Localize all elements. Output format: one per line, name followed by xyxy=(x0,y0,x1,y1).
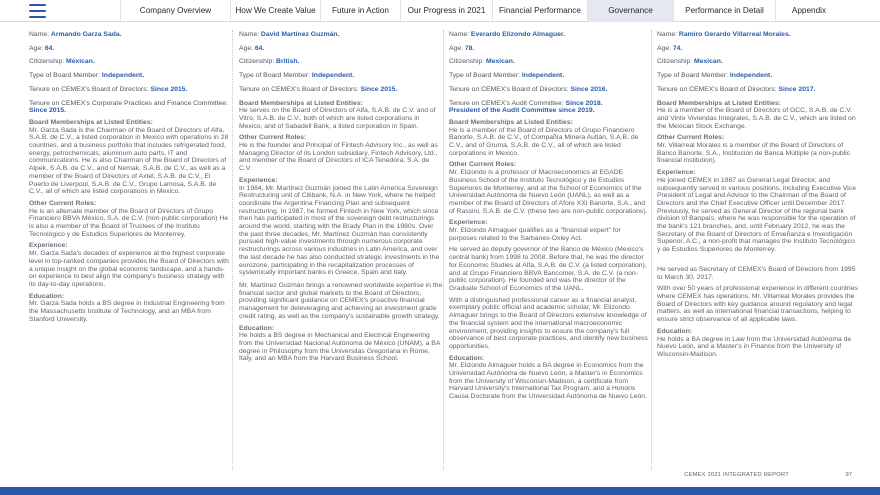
section-heading: Experience: xyxy=(239,176,278,184)
column-divider xyxy=(651,30,652,470)
tab-governance[interactable]: Governance xyxy=(587,0,673,22)
board-member-armando-garza-sada xyxy=(29,31,229,327)
board-tenure-field: Tenure on CEMEX's Board of Directors: Since 2016. xyxy=(449,85,608,93)
tab-performance-in-detail[interactable]: Performance in Detail xyxy=(673,0,775,22)
paragraph: Mr. Elizondo Almaguer holds a BA degree in Economics from the Universidad Autónoma de Nuevo León, a Master's in Economics from the University of Wisconsin-Madison, a certificate from Harvard University's International Tax Program, and a Honoris Causa Doctorate from the Universidad Autónoma de Nuevo León. xyxy=(449,362,647,401)
section-heading: Board Memberships at Listed Entities: xyxy=(449,118,573,126)
paragraph: Mr. Martínez Guzmán brings a renowned worldwide expertise in the financial sector and global markets to the Board of Directors, providing significant guidance on CEMEX's proactive financial management for deleveraging and achieving an investment grade credit rating, as well as the company's sustainable growth strategy. xyxy=(239,281,443,320)
paragraph: Mr. Elizondo Almaguer qualifies as a "financial expert" for purposes related to the Sarbanes-Oxley Act. xyxy=(449,227,621,242)
column-divider xyxy=(443,30,444,470)
name-field: Name: Armando Garza Sada. xyxy=(29,31,122,38)
section-heading: Education: xyxy=(239,324,275,332)
audit-committee-tenure-field: Tenure on CEMEX's Audit Committee: Since 2018. xyxy=(449,99,603,107)
age-field: Age: 74. xyxy=(657,44,683,52)
tab-future-in-action[interactable]: Future in Action xyxy=(320,0,400,22)
tab-our-progress-2021[interactable]: Our Progress in 2021 xyxy=(400,0,492,22)
paragraph: Mr. Villarreal Morales is a member of the Board of Directors of Banco Banorte, S.A., Institución de Banca Múltiple (a non-public financial institution). xyxy=(657,142,851,165)
age-field: Age: 78. xyxy=(449,44,475,52)
section-heading: Experience: xyxy=(657,169,696,177)
tab-how-we-create-value[interactable]: How We Create Value xyxy=(230,0,320,22)
paragraph: Mr. Elizondo is a professor of Macroeconomics at EGADE Business School of the Instituto Tecnológico y de Estudios Superiores de Monterrey, and at the School of Economics of the Universidad Autónoma de Nuevo León (UANL), as well as a member of the Board of Directors of Afore XXI Banorte, S.A., and of Rassini, S.A.B. de C.V. (these two are non-public corporations). xyxy=(449,169,648,215)
paragraph: He served as Secretary of CEMEX's Board of Directors from 1995 to March 30, 2017. xyxy=(657,265,856,281)
section-heading: Other Current Roles: xyxy=(29,199,97,207)
citizenship-field: Citizenship: Mexican. xyxy=(449,58,515,66)
section-heading: Other Current Roles: xyxy=(239,134,307,142)
paragraph: He is a member of the Board of Directors of Grupo Financiero Banorte, S.A.B. de C.V., of Compañía Minera Autlán, S.A.B. de C.V., and of Gruma, S.A.B. de C.V., all of which are listed corporations in Mexico. xyxy=(449,126,639,157)
board-member-type-field: Type of Board Member: Independent. xyxy=(239,72,355,80)
board-member-type-field: Type of Board Member: Independent. xyxy=(449,72,565,80)
hamburger-menu-icon[interactable] xyxy=(29,4,46,18)
page-number: 97 xyxy=(845,472,852,478)
name-field: Name: Everardo Elizondo Almaguer. xyxy=(449,31,566,38)
citizenship-field: Citizenship: British. xyxy=(239,58,300,66)
paragraph: With over 50 years of professional experience in different countries where CEMEX has operations, Mr. Villarreal Morales provides the Board of Directors with key guidance around regulatory and legal matters, as well as international financial transactions, helping to ensure strict observance of all applicable laws. xyxy=(657,285,858,324)
paragraph: He holds a BS degree in Mechanical and Electrical Engineering from the Universidad Nacional Autónoma de México (UNAM), a BA degree in Philosophy from the Universitas Gregoriana in Rome, Italy, and an MBA from the Harvard Business School. xyxy=(239,332,440,363)
citizenship-field: Citizenship: Mexican. xyxy=(29,58,95,66)
paragraph: He is the founder and Principal of Fintech Advisory Inc., as well as Managing Director of its London subsidiary, Fintech Advisory, Ltd., and member of the Board of Directors of ICA Tenedora, S.A. de C.V. xyxy=(239,142,438,173)
paragraph: He served as deputy governor of the Banco de México (Mexico's central bank) from 1998 to 2008. Before that, he was the director for Economic Studies at Alfa, S.A.B. de C.V. (a listed corporation), and at Grupo Financiero BBVA Bancomer, S.A. de C.V. (a non-public corporation). He founded and was the director of the Graduate School of Economics of the UANL. xyxy=(449,246,647,292)
board-member-everardo-elizondo-almaguer xyxy=(449,31,649,404)
paragraph: Mr. Garza Sada's decades of experience at the highest corporate level in top-ranked companies provides the Board of Directors with a unique insight on the global economic landscape, and a hands-on experience to best align the company's business strategy with its day-to-day operations. xyxy=(29,250,229,288)
section-tabs xyxy=(120,0,842,22)
section-heading: Board Memberships at Listed Entities: xyxy=(657,99,781,107)
citizenship-field: Citizenship: Mexican. xyxy=(657,58,723,66)
section-heading: Board Memberships at Listed Entities: xyxy=(29,118,153,126)
age-field: Age: 64. xyxy=(29,44,55,52)
paragraph: He serves on the Board of Directors of Alfa, S.A.B. de C.V. and of Vitro, S.A.B. de C.V., both of which are listed corporations in Mexico, and of Sabadell Bank, a listed corporation in Spain. xyxy=(239,107,436,130)
paragraph: He is an alternate member of the Board of Directors of Grupo Financiero BBVA México, S.A. de C.V. (non-public corporation) He is also a member of the Board of Trustees of the Instituto Tecnológico y de Estudios Superiores de Monterrey. xyxy=(29,207,229,238)
tab-appendix[interactable]: Appendix xyxy=(775,0,842,22)
paragraph: He holds a BA degree in Law from the Universidad Autónoma de Nuevo León, and a Master's in Finance from the University of Wisconsin-Madison. xyxy=(657,335,852,358)
paragraph: He joined CEMEX in 1987 as General Legal Director, and subsequently served in various positions, including Executive Vice President of Legal and Advisor to the Chairman of the Board of Directors and the Chief Executive Officer until December 2017. Previously, he served as General Director of the regional bank division of Banpaís, where he was responsible for the operation of the bank's 121 branches, and, until February 2012, he was the Secretary of the Board of Directors of Enseñanza e Investigación Superior, A.C., a non-profit that manages the Instituto Tecnológico y de Estudios Superiores de Monterrey. xyxy=(657,176,856,254)
paragraph: In 1984, Mr. Martínez Guzmán joined the Latin America Sovereign Restructuring unit of Citibank, N.A. in New York, where he helped coordinate the Argentina Financing Plan and subsequent restructuring. In 1987, he formed Fintech in New York, which since then has participated in most of the sovereign debt restructurings around the world, starting with the Brady Plan in the 1980s. Over the past three decades, Mr. Martínez Guzmán has consistently pursued high-value investments through numerous corporate restructurings across various industries in Latin America, and over the last decade he has also conducted strategic investments in the eurozone, participating in the recapitalization processes of systemically important banks in Greece, Spain and Italy. xyxy=(239,184,440,277)
board-member-type-field: Type of Board Member: Independent. xyxy=(657,72,773,80)
section-heading: Board Memberships at Listed Entities: xyxy=(239,99,363,107)
report-title: CEMEX 2021 INTEGRATED REPORT xyxy=(684,472,789,478)
paragraph: Mr. Garza Sada is the Chairman of the Board of Directors of Alfa, S.A.B. de C.V., a listed corporation in Mexico with operations in 28 countries, and a business portfolio that includes refrigerated food, energy, petrochemicals, aluminum auto parts, IT and communications. He is also Chairman of the Board of Directors of Alpek, S.A.B. de C.V., and of Nemak, S.A.B. de C.V., as well as a member of the Board of Directors of Axtel, S.A.B. de C.V., El Puerto de Liverpool, S.A.B. de C.V., Grupo Lamosa, S.A.B. de C.V., all of which are listed corporations in Mexico. xyxy=(29,126,229,196)
board-tenure-field: Tenure on CEMEX's Board of Directors: Since 2015. xyxy=(239,85,398,93)
board-tenure-field: Tenure on CEMEX's Board of Directors: Since 2015. xyxy=(29,85,188,93)
column-divider xyxy=(232,30,233,470)
section-heading: Education: xyxy=(657,327,693,335)
board-member-ramiro-villarreal-morales xyxy=(657,31,859,362)
paragraph: With a distinguished professional career as a financial analyst, exemplary public official and academic scholar, Mr. Elizondo Almaguer brings to the Board of Directors extensive knowledge of the financial system and the international macroeconomic environment, providing insights to ensure the company's full observance of best corporate practices, and identify new business opportunities. xyxy=(449,296,648,350)
page-footer xyxy=(0,472,880,495)
paragraph: He is a member of the Board of Directors of GCC, S.A.B. de C.V. and Vinte Viviendas Integrales, S.A.B. de C.V., which are listed on the Mexican Stock Exchange. xyxy=(657,107,856,130)
section-heading: Education: xyxy=(449,354,485,362)
section-heading: Other Current Roles: xyxy=(449,161,517,169)
section-heading: Other Current Roles: xyxy=(657,134,725,142)
board-member-david-martinez-guzman xyxy=(239,31,443,366)
audit-committee-president-note: President of the Audit Committee since 2019. xyxy=(449,107,595,115)
section-heading: Experience: xyxy=(29,242,68,250)
section-heading: Experience: xyxy=(449,219,488,227)
section-heading: Education: xyxy=(29,292,65,300)
name-field: Name: Ramiro Gerardo Villarreal Morales. xyxy=(657,31,791,38)
paragraph: Mr. Garza Sada holds a BS degree in Industrial Engineering from the Massachusetts Institute of Technology, and an MBA from Stanford University. xyxy=(29,300,225,323)
tab-company-overview[interactable]: Company Overview xyxy=(120,0,230,22)
age-field: Age: 64. xyxy=(239,44,265,52)
tab-financial-performance[interactable]: Financial Performance xyxy=(492,0,587,22)
board-member-type-field: Type of Board Member: Independent. xyxy=(29,72,145,80)
footer-bar xyxy=(0,487,880,495)
board-tenure-field: Tenure on CEMEX's Board of Directors: Since 2017. xyxy=(657,85,816,93)
name-field: Name: David Martínez Guzmán. xyxy=(239,31,340,38)
top-navigation xyxy=(0,0,880,22)
committee-tenure-field: Tenure on CEMEX's Corporate Practices and Finance Committee: Since 2015. xyxy=(29,99,228,115)
